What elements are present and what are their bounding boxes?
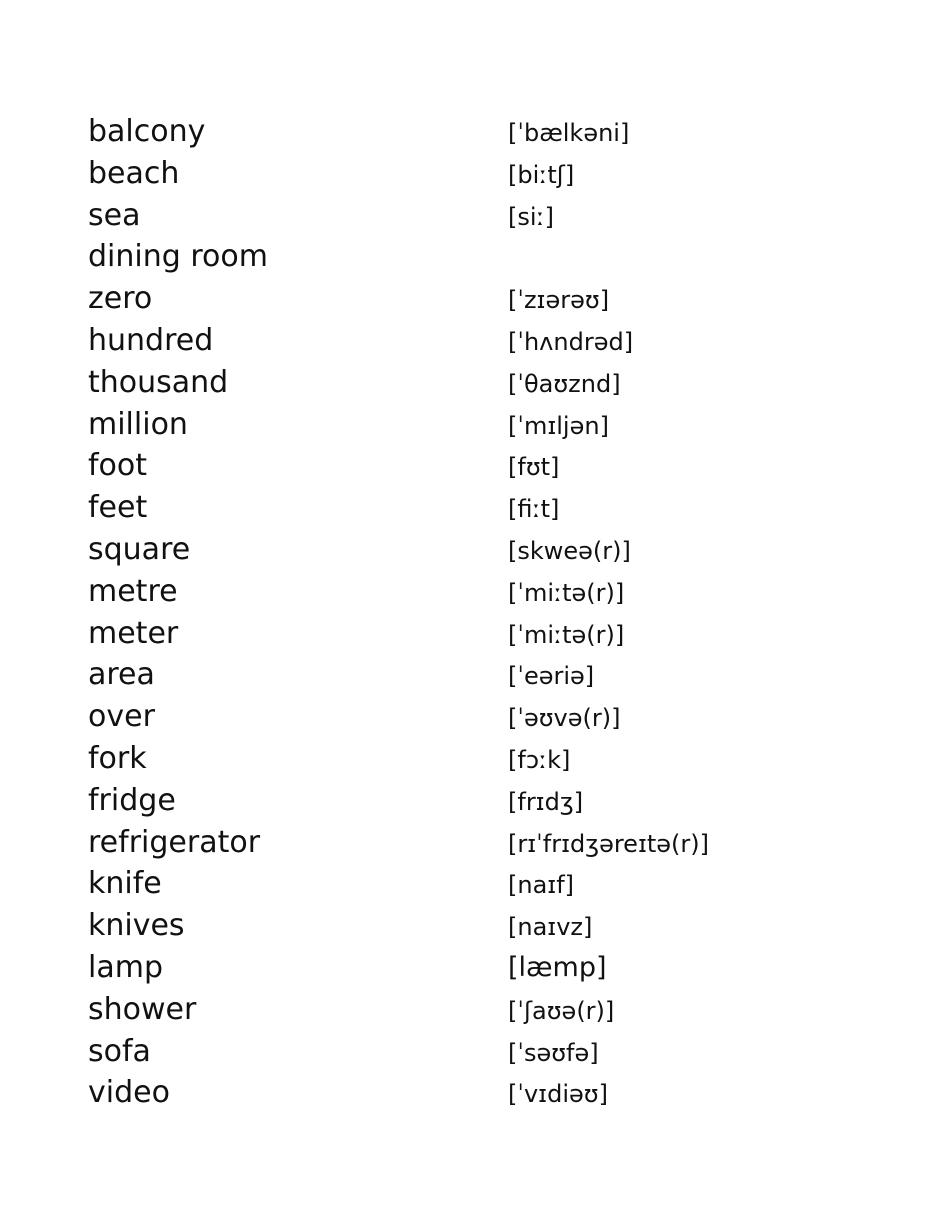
vocab-row	[88, 278, 848, 320]
vocab-phonetic: [ˈzɪərəʊ]	[508, 286, 610, 315]
vocab-row	[88, 362, 848, 404]
vocab-word: fork	[88, 740, 147, 776]
vocab-row	[88, 905, 848, 947]
vocab-phonetic: [ˈbælkəni]	[508, 119, 630, 147]
vocab-phonetic: [ˈmiːtə(r)]	[508, 620, 625, 649]
vocab-word: meter	[88, 615, 179, 651]
vocab-word: sofa	[88, 1033, 151, 1069]
vocabulary-list	[88, 111, 848, 1114]
vocab-word: zero	[88, 281, 153, 317]
vocab-word: metre	[88, 573, 178, 609]
vocab-row	[88, 947, 848, 989]
vocab-word: foot	[88, 448, 148, 484]
vocab-row	[88, 571, 848, 613]
vocab-phonetic: [rɪˈfrɪdʒəreɪtə(r)]	[508, 829, 709, 858]
vocab-phonetic: [ˈhʌndrəd]	[508, 327, 634, 356]
vocab-word: square	[88, 531, 191, 567]
vocab-word: fridge	[88, 782, 176, 818]
vocab-row	[88, 529, 848, 571]
vocab-word: lamp	[88, 949, 163, 985]
vocab-word: over	[88, 699, 155, 735]
vocab-phonetic: [ˈvɪdiəʊ]	[508, 1080, 608, 1109]
vocab-phonetic: [ˈəʊvə(r)]	[508, 704, 621, 733]
vocab-row	[88, 780, 848, 822]
vocab-phonetic: [ˈʃaʊə(r)]	[508, 996, 615, 1025]
vocab-row	[88, 654, 848, 696]
vocab-word: sea	[88, 197, 141, 233]
vocab-word: knives	[88, 908, 185, 944]
vocab-word: area	[88, 657, 155, 693]
vocab-word: video	[88, 1075, 170, 1111]
vocab-word: shower	[88, 991, 197, 1027]
vocab-phonetic: [ˈeəriə]	[508, 662, 595, 691]
vocab-row	[88, 1031, 848, 1073]
vocab-word: knife	[88, 866, 162, 902]
vocab-word: dining room	[88, 239, 268, 275]
vocab-word: refrigerator	[88, 824, 261, 860]
vocab-phonetic: [frɪdʒ]	[508, 787, 584, 816]
vocab-row	[88, 404, 848, 446]
vocab-row	[88, 1072, 848, 1114]
vocab-row	[88, 487, 848, 529]
vocab-row	[88, 696, 848, 738]
vocab-row	[88, 195, 848, 237]
vocab-phonetic: [ˈθaʊznd]	[508, 369, 621, 398]
vocab-phonetic: [læmp]	[508, 951, 607, 983]
vocab-phonetic: [naɪf]	[508, 871, 575, 900]
vocab-phonetic: [ˈmɪljən]	[508, 411, 609, 440]
vocab-phonetic: [fɔːk]	[508, 745, 571, 774]
vocab-row	[88, 863, 848, 905]
vocab-word: hundred	[88, 322, 214, 358]
vocab-row	[88, 822, 848, 864]
vocab-phonetic: [fʊt]	[508, 453, 560, 482]
vocab-phonetic: [siː]	[508, 202, 554, 231]
vocab-word: beach	[88, 155, 180, 191]
vocab-phonetic: [fiːt]	[508, 495, 560, 524]
vocab-row	[88, 738, 848, 780]
vocab-phonetic: [biːtʃ]	[508, 160, 575, 189]
vocab-row	[88, 320, 848, 362]
vocab-word: feet	[88, 490, 148, 526]
vocab-phonetic: [ˈmiːtə(r)]	[508, 578, 625, 607]
vocab-word: million	[88, 406, 188, 442]
vocab-row	[88, 111, 848, 153]
vocab-row	[88, 153, 848, 195]
vocab-phonetic: [ˈsəʊfə]	[508, 1038, 599, 1067]
vocab-word: balcony	[88, 114, 206, 149]
vocab-row	[88, 989, 848, 1031]
vocab-phonetic: [skweə(r)]	[508, 536, 631, 565]
vocab-row	[88, 236, 848, 278]
vocab-phonetic: [naɪvz]	[508, 913, 593, 942]
vocab-row	[88, 445, 848, 487]
vocab-word: thousand	[88, 364, 229, 400]
vocab-row	[88, 613, 848, 655]
